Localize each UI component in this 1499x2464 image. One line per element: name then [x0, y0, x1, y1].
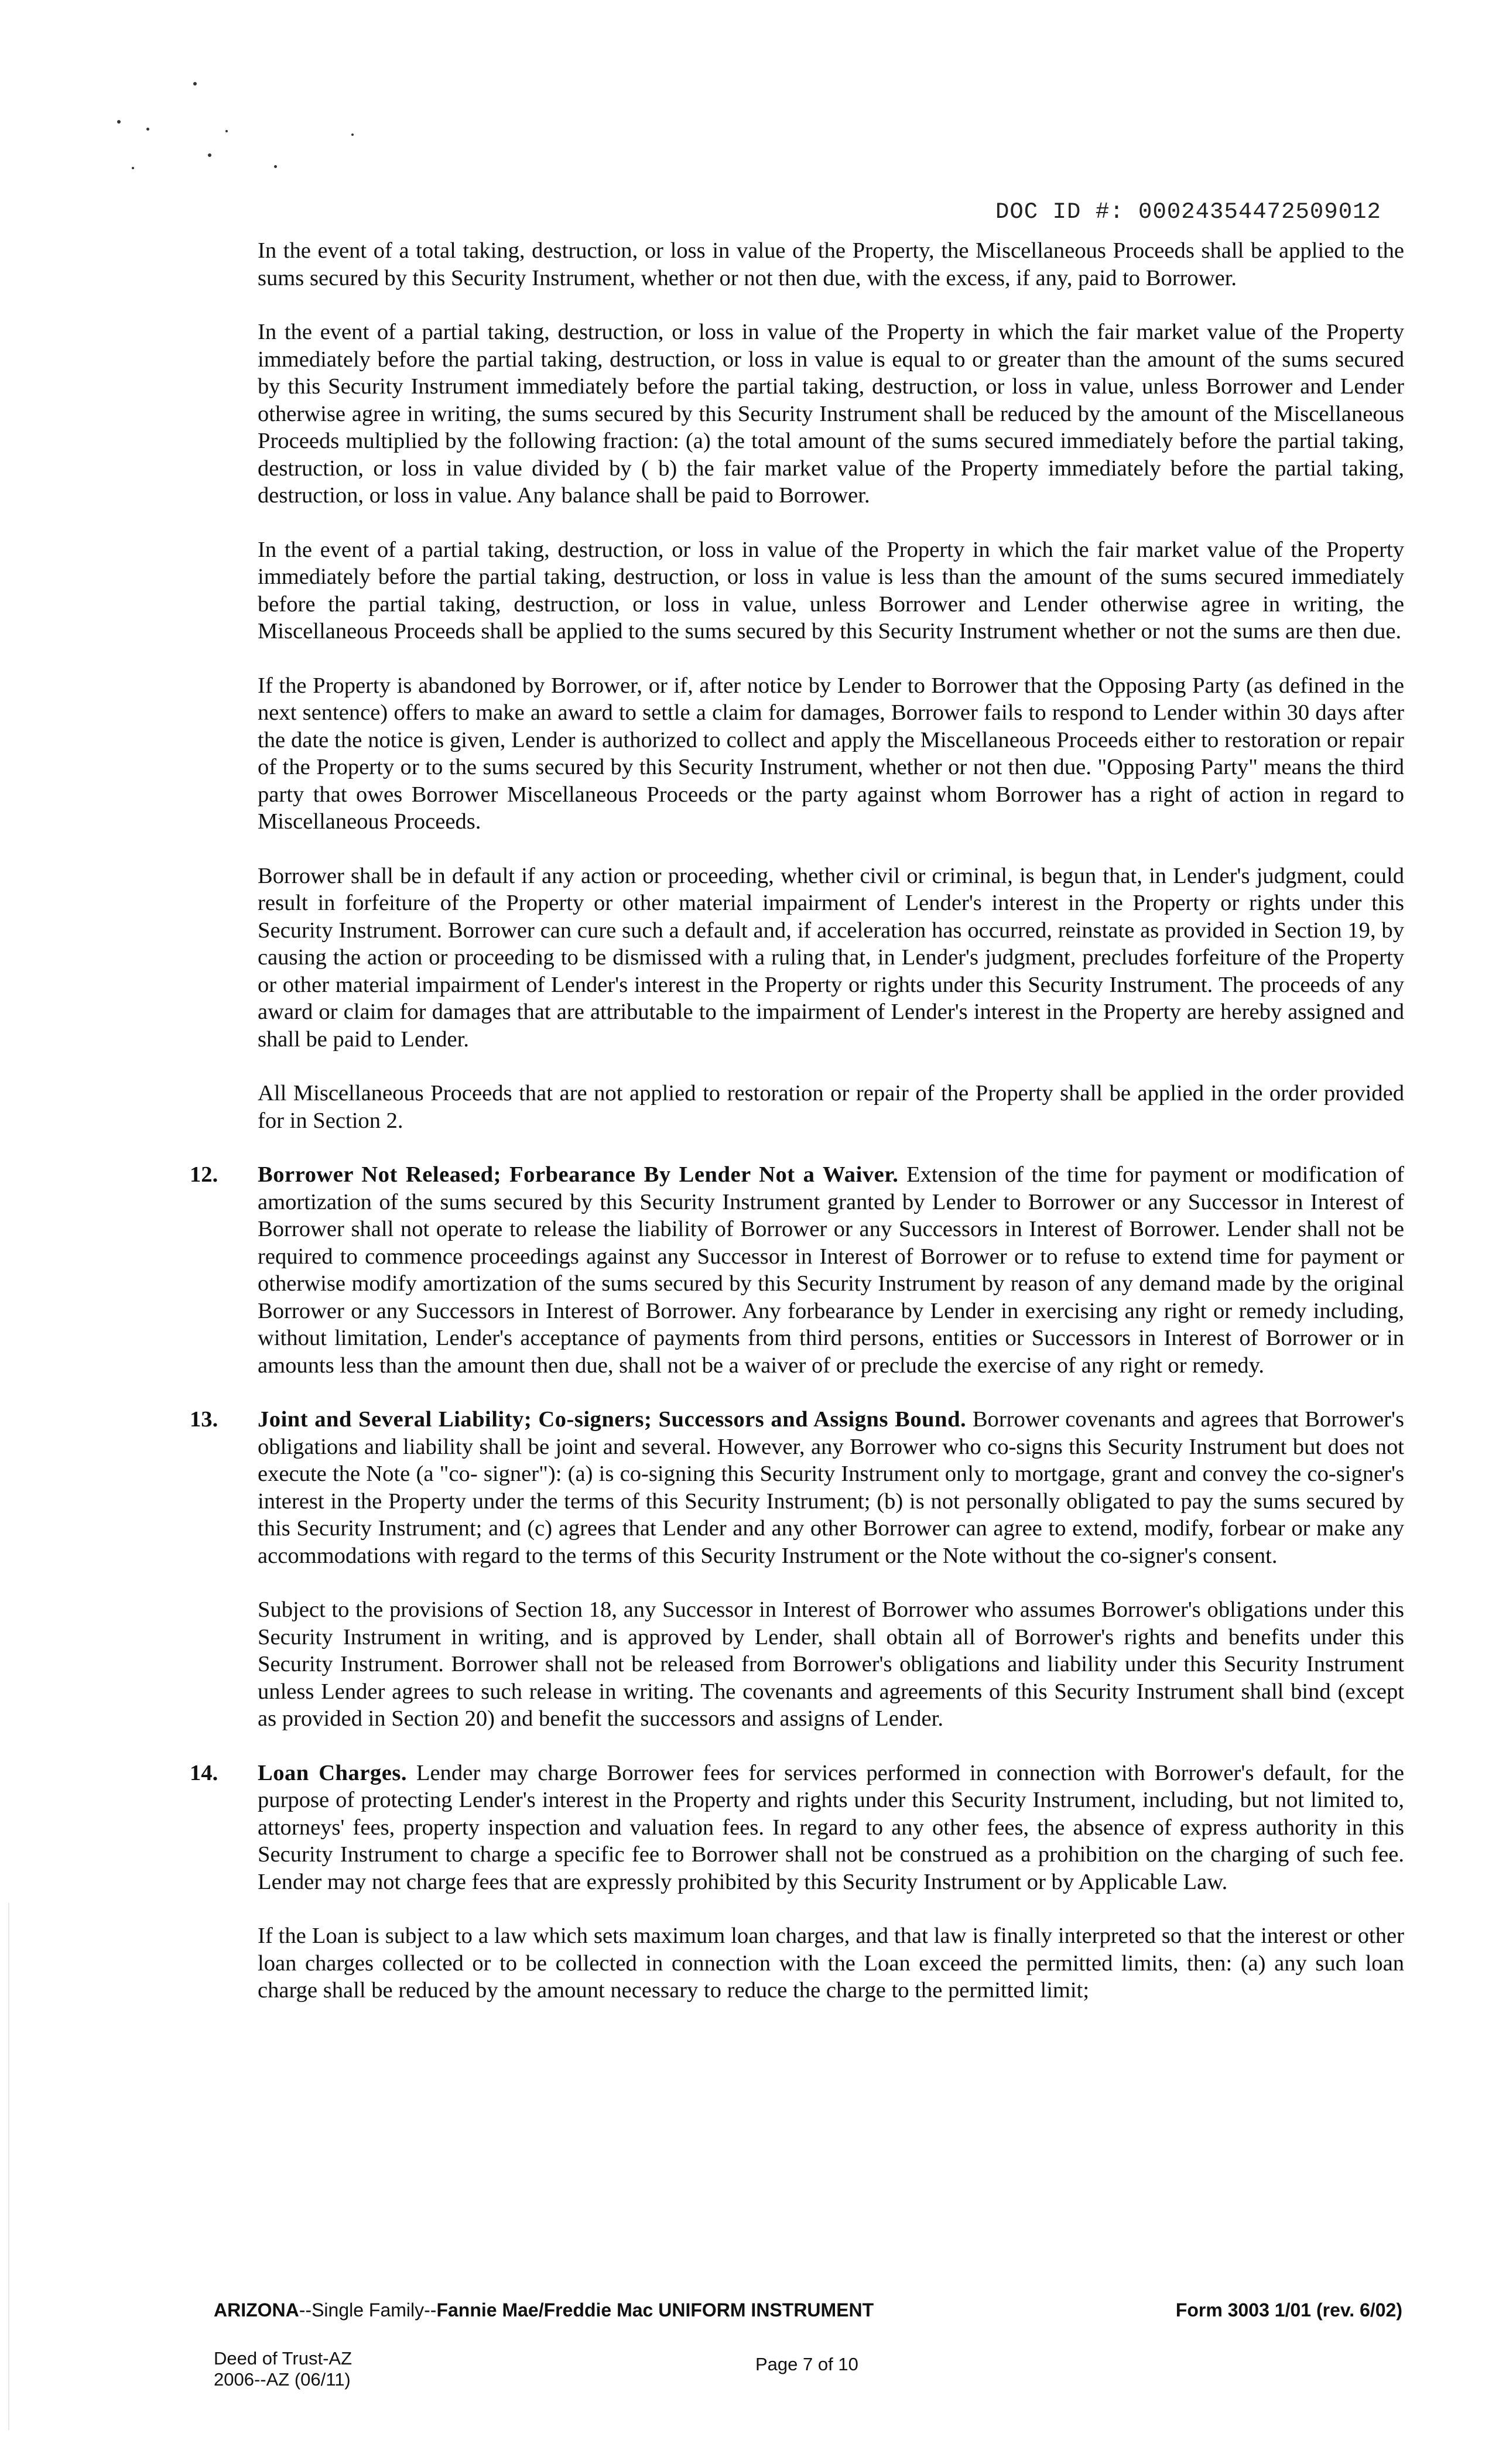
footer-instrument-name: Fannie Mae/Freddie Mac UNIFORM INSTRUMENT [436, 2299, 874, 2321]
footer-code: 2006--AZ (06/11) [214, 2369, 351, 2390]
section-number: 13. [190, 1407, 218, 1432]
section-text: Extension of the time for payment or modification of amortization of the sums secured by this Security Instrument granted by Lender to Borrower or any Successor in Interest of Borrower shall not operate to release the liability of Borrower or any Successors in Interest of Borrower. Lender shall not be required to commence proceedings against any Successor in Interest of Borrower or to refuse to extend time for payment or otherwise modify amortization of the sums secured by this Security Instrument by reason of any demand made by the original Borrower or any Successors in Interest of Borrower. Any forbearance by Lender in exercising any right or remedy including, without limitation, Lender's acceptance of payments from third persons, entities or Successors in Interest of Borrower or in amounts less than the amount then due, shall not be a waiver of or preclude the exercise of any right or remedy. [258, 1162, 1404, 1378]
section-text: Lender may charge Borrower fees for services performed in connection with Borrower's default, for the purpose of protecting Lender's interest in the Property and rights under this Security Instrument, including, but not limited to, attorneys' fees, property inspection and valuation fees. In regard to any other fees, the absence of express authority in this Security Instrument to charge a specific fee to Borrower shall not be construed as a prohibition on the charging of such fee. Lender may not charge fees that are expressly prohibited by this Security Instrument or by Applicable Law. [258, 1760, 1404, 1894]
paragraph-partial-taking-less: In the event of a partial taking, destruction, or loss in value of the Property in which the fair market value of the Property immediately before the partial taking, destruction, or loss in value is less than the amount of the sums secured immediately before the partial taking, destruction, or loss in value, unless Borrower and Lender otherwise agree in writing, the Miscellaneous Proceeds shall be applied to the sums secured by this Security Instrument whether or not the sums are then due. [258, 537, 1404, 644]
section-text: Subject to the provisions of Section 18, any Successor in Interest of Borrower who assumes Borrower's obligations under this Security Instrument in writing, and is approved by Lender, shall obtain all of Borrower's rights and benefits under this Security Instrument. Borrower shall not be released from Borrower's obligations and liability under this Security Instrument unless Lender agrees to such release in writing. The covenants and agreements of this Security Instrument shall bind (except as provided in Section 20) and benefit the successors and assigns of Lender. [258, 1597, 1404, 1731]
section-heading: Borrower Not Released; Forbearance By Lender Not a Waiver. [258, 1162, 899, 1187]
page-number: Page 7 of 10 [755, 2354, 858, 2374]
paragraph-partial-taking-greater: In the event of a partial taking, destruction, or loss in value of the Property in which the fair market value of the Property immediately before the partial taking, destruction, or loss in value is equal to or greater than the amount of the sums secured by this Security Instrument immediately before the partial taking, destruction, or loss in value, unless Borrower and Lender otherwise agree in writing, the sums secured by this Security Instrument shall be reduced by the amount of the Miscellaneous Proceeds multiplied by the following fraction: (a) the total amount of the sums secured immediately before the partial taking, destruction, or loss in value divided by ( b) the fair market value of the Property immediately before the partial taking, destruction, or loss in value. Any balance shall be paid to Borrower. [258, 320, 1404, 508]
scan-speck [193, 82, 197, 85]
section-text: Borrower covenants and agrees that Borrower's obligations and liability shall be joint and several. However, any Borrower who co-signs this Security Instrument but does not execute the Note (a "co- signer"): (a) is co-signing this Security Instrument only to mortgage, grant and convey the co-signer's interest in the Property under the terms of this Security Instrument; (b) is not personally obligated to pay the sums secured by this Security Instrument; and (c) agrees that Lender and any other Borrower can agree to extend, modify, forbear or make any accommodations with regard to the terms of this Security Instrument or the Note without the co-signer's consent. [258, 1407, 1404, 1568]
footer-doc-type: Deed of Trust-AZ [214, 2348, 352, 2369]
section-13 [190, 1406, 1404, 1733]
footer-form-number: Form 3003 1/01 (rev. 6/02) [1175, 2299, 1402, 2321]
section-12 [190, 1161, 1404, 1379]
section-number: 14. [190, 1760, 218, 1785]
scan-speck [225, 130, 228, 132]
section-heading: Joint and Several Liability; Co-signers; Successors and Assigns Bound. [258, 1407, 967, 1432]
paragraph-total-taking: In the event of a total taking, destruction, or loss in value of the Property, the Miscellaneous Proceeds shall be applied to the sums secured by this Security Instrument, whether or not then due, with the excess, if any, paid to Borrower. [258, 238, 1404, 290]
scan-edge-line [8, 1903, 9, 2430]
footer-doc-line [214, 2348, 1402, 2390]
section-text: If the Loan is subject to a law which sets maximum loan charges, and that law is finally interpreted so that the interest or other loan charges collected or to be collected in connection with the Loan exceed the permitted limits, then: (a) any such loan charge shall be reduced by the amount necessary to reduce the charge to the permitted limit; [258, 1924, 1404, 2003]
scan-speck [146, 128, 149, 131]
section-14 [190, 1760, 1404, 2004]
footer-state: ARIZONA [214, 2299, 299, 2321]
scan-speck [351, 134, 354, 136]
doc-id: DOC ID #: 00024354472509012 [995, 199, 1381, 225]
document-body [190, 237, 1404, 2031]
scan-speck [274, 165, 277, 168]
paragraph-abandoned-property: If the Property is abandoned by Borrower, or if, after notice by Lender to Borrower that the Opposing Party (as defined in the next sentence) offers to make an award to settle a claim for damages, Borrower fails to respond to Lender within 30 days after the date the notice is given, Lender is authorized to collect and apply the Miscellaneous Proceeds either to restoration or repair of the Property or to the sums secured by this Security Instrument, whether or not then due. "Opposing Party" means the third party that owes Borrower Miscellaneous Proceeds or the party against whom Borrower has a right of action in regard to Miscellaneous Proceeds. [258, 673, 1404, 834]
section-heading: Loan Charges. [258, 1760, 407, 1785]
scan-speck [117, 120, 121, 124]
footer-instrument [214, 2299, 874, 2321]
paragraph-misc-proceeds: All Miscellaneous Proceeds that are not applied to restoration or repair of the Property shall be applied in the order provided for in Section 2. [258, 1081, 1404, 1133]
section-number: 12. [190, 1162, 218, 1187]
paragraph-default-action: Borrower shall be in default if any action or proceeding, whether civil or criminal, is begun that, in Lender's judgment, could result in forfeiture of the Property or other material impairment of Lender's interest in the Property or rights under this Security Instrument. Borrower can cure such a default and, if acceleration has occurred, reinstate as provided in Section 19, by causing the action or proceeding to be dismissed with a ruling that, in Lender's judgment, precludes forfeiture of the Property or other material impairment of Lender's interest in the Property or rights under this Security Instrument. The proceeds of any award or claim for damages that are attributable to the impairment of Lender's interest in the Property are hereby assigned and shall be paid to Lender. [258, 863, 1404, 1052]
scan-speck [132, 167, 134, 169]
footer-separator: --Single Family-- [299, 2299, 437, 2321]
scan-speck [208, 153, 211, 157]
